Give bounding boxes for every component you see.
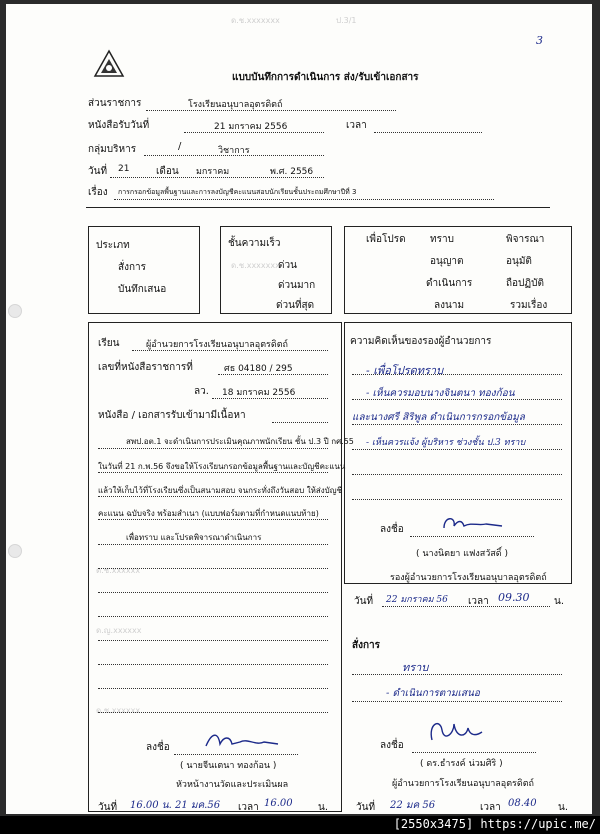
received-line	[184, 132, 324, 133]
watermark-text: [2550x3475] https://upic.me/	[393, 817, 596, 831]
memo-body-rule-2	[98, 472, 328, 473]
group-label: กลุ่มบริหาร	[88, 144, 137, 155]
order-date-label: วันที่	[356, 802, 376, 813]
memo-body-rule-1	[98, 448, 328, 449]
date-line	[110, 177, 324, 178]
emblem-logo	[92, 48, 126, 82]
memo-time-label: เวลา	[238, 802, 259, 813]
purpose-permit: อนุญาต	[430, 256, 464, 267]
memo-time-unit: น.	[318, 802, 329, 813]
date-day: 21	[118, 164, 130, 174]
order-time-label: เวลา	[480, 802, 501, 813]
opinion-rule-4	[352, 449, 562, 450]
watermark-bar	[0, 816, 600, 834]
opinion-rule-2	[352, 399, 562, 400]
memo-body-rule-11	[98, 688, 328, 689]
memo-body-line-1: สพป.อต.1 จะดำเนินการประเมินคุณภาพนักเรียน ชั้น ป.3 ปี กศ.55	[126, 437, 354, 446]
opinion-rule-6	[352, 499, 562, 500]
purpose-sign: ลงนาม	[434, 300, 465, 311]
group-line	[144, 155, 324, 156]
received-label: หนังสือรับวันที่	[88, 120, 150, 131]
group-value: วิชาการ	[218, 146, 250, 156]
order-time-unit: น.	[558, 802, 569, 813]
urgency-title: ชั้นความเร็ว	[228, 238, 281, 249]
memo-body-line-3: แล้วให้เก็บไว้ที่โรงเรียนซึ่งเป็นสนามสอบ จนกระทั่งถึงวันสอบ ให้ส่งบัญชี	[98, 486, 342, 495]
opinion-rule-3	[352, 424, 562, 425]
group-slash: /	[178, 141, 182, 152]
opinion-note-2: - เห็นควรมอบนางจินตนา ทองก้อน	[366, 388, 515, 399]
order-rule-2	[352, 701, 562, 702]
purpose-approve: อนุมัติ	[506, 256, 532, 267]
memo-body-rule-6	[98, 568, 328, 569]
opinion-time-label: เวลา	[468, 596, 489, 607]
subject-line	[114, 199, 494, 200]
punch-hole-bottom	[8, 544, 22, 558]
order-sign-name: ( ดร.ธำรงค์ น่วมศิริ )	[420, 759, 503, 769]
agency-label: ส่วนราชการ	[88, 98, 142, 109]
purpose-title: เพื่อโปรด	[366, 234, 406, 245]
order-sign-line	[412, 752, 536, 753]
purpose-proceed: ดำเนินการ	[426, 278, 473, 289]
memo-date-line	[212, 398, 328, 399]
urgency-item-urgent: ด่วน	[278, 260, 297, 271]
memo-body-rule-12	[98, 712, 328, 713]
header-separator	[86, 207, 550, 208]
memo-time-handwritten: 16.00	[264, 798, 293, 809]
received-value: 21 มกราคม 2556	[214, 122, 288, 132]
opinion-sign-position: รองผู้อำนวยการโรงเรียนอนุบาลอุตรดิตถ์	[390, 573, 547, 583]
punch-hole-top	[8, 304, 22, 318]
opinion-sign-label: ลงชื่อ	[380, 524, 404, 535]
purpose-acknowledge: ทราบ	[430, 234, 454, 245]
memo-body-rule-10	[98, 664, 328, 665]
memo-body-line-4: คะแนน ฉบับจริง พร้อมสำเนา (แบบฟอร์มตามที่กำหนดแนบท้าย)	[98, 509, 319, 518]
month-value: มกราคม	[196, 167, 230, 177]
purpose-comply: ถือปฏิบัติ	[506, 278, 544, 289]
memo-attach-label: หนังสือ / เอกสารรับเข้ามามีเนื้อหา	[98, 410, 246, 421]
memo-date-handwritten: 16.00 น. 21 มค.56	[130, 800, 221, 811]
type-item-order: สั่งการ	[118, 262, 147, 273]
opinion-date-label: วันที่	[354, 596, 374, 607]
order-sign-position: ผู้อำนวยการโรงเรียนอนุบาลอุตรดิตถ์	[392, 779, 535, 789]
order-rule-1	[352, 674, 562, 675]
agency-line	[146, 110, 396, 111]
memo-date-label-2: วันที่	[98, 802, 118, 813]
subject-label: เรื่อง	[88, 187, 108, 198]
order-sign-label: ลงชื่อ	[380, 740, 404, 751]
opinion-sign-name: ( นางนิตยา แฟงสวัสดิ์ )	[416, 549, 508, 559]
opinion-sign-line	[410, 536, 534, 537]
urgency-item-very-urgent: ด่วนมาก	[278, 280, 316, 291]
month-label: เดือน	[156, 166, 179, 177]
memo-date-label: ลว.	[194, 386, 209, 397]
order-note-1: ทราบ	[402, 661, 429, 674]
memo-docno-line	[218, 374, 328, 375]
opinion-note-1: - เพื่อโปรดทราบ	[366, 364, 444, 377]
opinion-signature	[438, 512, 508, 534]
memo-attach-line	[272, 422, 328, 423]
memo-docno-value: ศธ 04180 / 295	[224, 364, 293, 374]
opinion-date-handwritten: 22 มกราคม 56	[386, 595, 448, 605]
date-label: วันที่	[88, 166, 108, 177]
time-line	[374, 132, 482, 133]
time-label: เวลา	[346, 120, 367, 131]
memo-body-rule-7	[98, 592, 328, 593]
memo-body-rule-5	[98, 544, 328, 545]
document-page: ด.ช.xxxxxxx ป.3/1 ด.ช.xxxxxxx ด.ช.xxxxxx ด.ญ.xxxxxx ด.ช.xxxxxx 3 แบบบันทึกการดำเนินการ ส่ง/รับเข้าเอกสาร ส่วนราชการ โรงเรียนอนุบาลอุตรดิตถ์ หนังสือรับวันที่ 21 มกราคม 2556 เวลา กลุ่มบริหาร / วิชาการ วันที่ 21 เดือน มกราคม พ.ศ. 2556 เรื่อง การกรอกข้อมูลพื้นฐานและการลงบัญชีคะแนนสอบนักเรียนชั้นประถมศึกษาปีที่ 3 ประเภท สั่งการ บันทึกเสนอ ชั้นความเร็ว ด่วน ด่วนมาก ด่วนที่สุด เพื่อโปรด ทราบ พิจารณา อนุญาต อนุมัติ ดำเนินการ ถือปฏิบัติ ลงนาม รวมเรื่อง เรียน ผู้อำนวยการโรงเรียนอนุบาลอุตรดิตถ์ เลขที่หนังสือราชการที่ ศธ 04180 / 295 ลว. 18 มกราคม 2556 หนังสือ / เอกสารรับเข้ามามีเนื้อหา สพป.อต.1 จะดำเนินการประเมินคุณภาพนักเรียน ชั้น ป.3 ปี กศ.55 ในวันที่ 21 ก.พ.56 จึงขอให้โรงเรียนกรอกข้อมูลพื้นฐานและบัญชีคะแนน แล้วให้เก็บไว้ที่โรงเรียนซึ่งเป็นสนามสอบ จนกระทั่งถึงวันสอบ ให้ส่งบัญชี คะแนน ฉบับจริง พร้อมสำเนา (แบบฟอร์มตามที่กำหนดแนบท้าย) เพื่อทราบ และโปรดพิจารณาดำเนินการ ลงชื่อ ( นายจีนเตนา ทองก้อน ) หัวหน้างานวัดและประเมินผล วันที่ 16.00 น. 21 มค.56 เวลา 16.00 น. ความคิดเห็นของรองผู้อำนวยการ - เพื่อโปรดทราบ - เห็นควรมอบนางจินตนา ทองก้อน และนางศรี สิริพูล ดำเนินการกรอกข้อมูล - เห็นควรแจ้ง ผู้บริหาร ช่วงชั้น ป.3 ทราบ ลงชื่อ ( นางนิตยา แฟงสวัสดิ์ ) รองผู้อำนวยการโรงเรียนอนุบาลอุตรดิตถ์ วันที่ 22 มกราคม 56 เวลา 09.30 น. สั่งการ ทราบ - ดำเนินการตามเสนอ ลงชื่อ ( ดร.ธำรงค์ น่วมศิริ ) ผู้อำนวยการโรงเรียนอนุบาลอุตรดิตถ์ วันที่ 22 มค 56 เวลา 08.40 น.	[6, 4, 592, 814]
purpose-merge: รวมเรื่อง	[510, 300, 548, 311]
order-signature	[424, 714, 490, 748]
order-date-handwritten: 22 มค 56	[390, 800, 436, 811]
opinion-time-handwritten: 09.30	[498, 591, 530, 604]
year-label: พ.ศ. 2556	[270, 167, 314, 177]
opinion-rule-5	[352, 474, 562, 475]
memo-to-value: ผู้อำนวยการโรงเรียนอนุบาลอุตรดิตถ์	[146, 340, 289, 350]
memo-body-rule-4	[98, 519, 328, 520]
opinion-date-line	[382, 606, 550, 607]
agency-value: โรงเรียนอนุบาลอุตรดิตถ์	[188, 100, 283, 110]
type-item-memo: บันทึกเสนอ	[118, 284, 167, 295]
subject-value: การกรอกข้อมูลพื้นฐานและการลงบัญชีคะแนนสอบนักเรียนชั้นประถมศึกษาปีที่ 3	[118, 188, 357, 196]
memo-sign-line	[174, 754, 298, 755]
memo-sign-position: หัวหน้างานวัดและประเมินผล	[176, 780, 289, 790]
memo-body-rule-8	[98, 616, 328, 617]
memo-sign-name: ( นายจีนเตนา ทองก้อน )	[180, 761, 277, 771]
opinion-time-unit: น.	[554, 596, 565, 607]
opinion-note-4: - เห็นควรแจ้ง ผู้บริหาร ช่วงชั้น ป.3 ทราบ	[366, 438, 526, 448]
urgency-item-most-urgent: ด่วนที่สุด	[276, 300, 315, 311]
form-title: แบบบันทึกการดำเนินการ ส่ง/รับเข้าเอกสาร	[232, 72, 419, 83]
memo-body-rule-9	[98, 640, 328, 641]
opinion-rule-1	[352, 374, 562, 375]
memo-body-line-2: ในวันที่ 21 ก.พ.56 จึงขอให้โรงเรียนกรอกข้อมูลพื้นฐานและบัญชีคะแนน	[98, 462, 346, 471]
order-title: สั่งการ	[352, 640, 381, 651]
memo-body-line-5: เพื่อทราบ และโปรดพิจารณาดำเนินการ	[126, 533, 262, 542]
memo-body-rule-3	[98, 496, 328, 497]
memo-docno-label: เลขที่หนังสือราชการที่	[98, 362, 193, 373]
memo-to-line	[132, 350, 328, 351]
opinion-note-3: และนางศรี สิริพูล ดำเนินการกรอกข้อมูล	[352, 412, 525, 423]
memo-sign-label: ลงชื่อ	[146, 742, 170, 753]
order-note-2: - ดำเนินการตามเสนอ	[386, 688, 480, 699]
page-number: 3	[536, 34, 543, 47]
opinion-title: ความคิดเห็นของรองผู้อำนวยการ	[350, 336, 492, 347]
purpose-consider: พิจารณา	[506, 234, 545, 245]
order-time-handwritten: 08.40	[508, 798, 537, 809]
memo-date-value: 18 มกราคม 2556	[222, 388, 296, 398]
memo-signature	[202, 730, 282, 752]
memo-to-label: เรียน	[98, 338, 120, 349]
type-title: ประเภท	[96, 240, 130, 251]
